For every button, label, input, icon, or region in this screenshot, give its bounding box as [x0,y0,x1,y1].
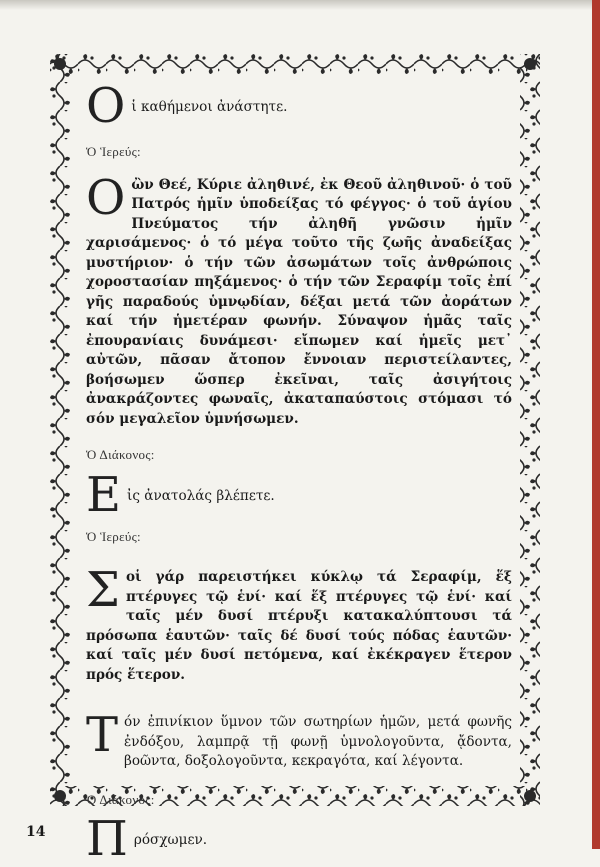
speaker-label-priest: Ὁ Ἱερεύς: [86,144,141,159]
drop-cap: Σ [86,562,120,618]
speaker-label-priest: Ὁ Ἱερεύς: [86,528,141,544]
block-prayer [86,169,512,430]
paragraph: ρόσχωμεν. [133,832,208,848]
speaker-label-deacon: Ὁ Διάκονος: [86,791,155,807]
drop-cap: Π [86,811,128,867]
block-seraphim [86,562,512,685]
block-attend [86,811,512,867]
speaker-label-deacon: Ὁ Διάκονος: [86,447,155,462]
paragraph: ἰς ἀνατολάς βλέπετε. [127,487,275,504]
drop-cap: Ε [86,466,122,523]
paragraph: ὢν Θεέ, Κύριε ἀληθινέ, ἐκ Θεοῦ ἀληθινοῦ· ὁ τοῦ Πατρός ἡμῖν ὑποδείξας τό φέγγος· ὁ τοῦ ἁγίου Πνεύματος τήν ἀληθῆ γνῶσιν ἡμῖν χαρισάμενος· ὁ τό μέγα τοῦτο τῆς ζωῆς ἀναδείξας μυστήριον· ὁ τήν τῶν ἀσωμάτων τοῖς ἀνθρώποις χοροστασίαν πηξάμενος· ὁ τήν τῶν Σεραφίμ τοῖς ἐπί γῆς παραδούς ὑμνῳδίαν, δέξαι μετά τῶν ἀοράτων καί τήν ἡμετέραν φωνήν. Σύναψον ἡμᾶς ταῖς ἐπουρανίαις δυνάμεσι· εἴπωμεν καί ἡμεῖς μετ᾿ αὐτῶν, πᾶσαν ἄτοπον ἔννοιαν περιστείλαντες, βοήσωμεν ὥσπερ ἐκεῖναι, ταῖς ἀσιγήτοις ἀνακράζοντες φωναῖς, ἀκαταπαύστοις στόμασι τό σόν μεγαλεῖον ὑμνήσωμεν. [86,176,512,427]
block-look-east [86,466,512,523]
page-top-shadow [0,0,600,10]
drop-cap: Ο [86,169,126,226]
page-number: 14 [26,824,46,840]
drop-cap: Τ [86,707,119,763]
paragraph: οἱ γάρ παρειστήκει κύκλῳ τά Σεραφίμ, ἕξ πτέρυγες τῷ ἑνί· καί ἕξ πτέρυγες τῷ ἑνί· καί ταῖς μέν δυσί πτέρυξι κατακαλύπτουσι τά πρόσωπα ἑαυτῶν· ταῖς δέ δυσί τούς πόδας ἑαυτῶν· καί ταῖς μέν δυσί πετόμενα, καί ἐκέκραγεν ἕτερον πρός ἕτερον. [86,569,512,683]
book-cover-edge [592,0,600,849]
block-seated-arise [86,78,512,134]
paragraph: όν ἐπινίκιον ὕμνον τῶν σωτηρίων ἡμῶν, μετά φωνῆς ἐνδόξου, λαμπρᾷ τῇ φωνῇ ὑμνολογοῦντα, ᾄδοντα, βοῶντα, δοξολογοῦντα, κεκραγότα, καί λέγοντα. [124,714,512,769]
block-victory-hymn [86,707,512,772]
liturgical-text [86,78,512,867]
drop-cap: Ο [86,78,126,134]
paragraph: ἱ καθήμενοι ἀνάστητε. [131,99,288,115]
